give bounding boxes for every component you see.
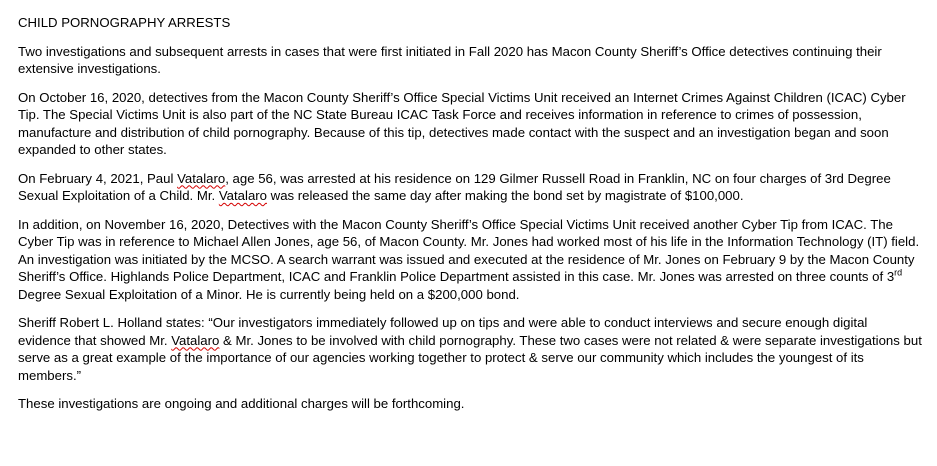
- paragraph-sheriff-quote: [18, 314, 923, 384]
- superscript: rd: [894, 267, 903, 278]
- misspelled-word[interactable]: Vatalaro: [218, 188, 267, 203]
- text-segment: Sheriff Robert L. Holland states: “Our investigators immediately followed up on tips and were able to conduct interviews and secure enough digital evidence that showed Mr.: [18, 315, 868, 348]
- paragraph-second-case: [18, 216, 923, 304]
- misspelled-word[interactable]: Vatalaro: [171, 332, 220, 348]
- document-title: CHILD PORNOGRAPHY ARRESTS: [18, 15, 231, 30]
- paragraph-closing: These investigations are ongoing and additional charges will be forthcoming.: [18, 396, 465, 411]
- text-segment: On February 4, 2021, Paul: [18, 170, 178, 186]
- paragraph-intro: Two investigations and subsequent arrests in cases that were first initiated in Fall 2020 has Macon County Sheriff’s Office detectives continuing their extensive investigations.: [18, 43, 882, 76]
- paragraph-first-case: On October 16, 2020, detectives from the Macon County Sheriff’s Office Special Victims Unit received an Internet Crimes Against Children (ICAC) Cyber Tip. The Special Victims Unit is also part of the NC State Bureau ICAC Task Force and receives information in reference to crimes of possession, manufacture and distribution of child pornography. Because of this tip, detectives made contact with the suspect and an investigation began and soon expanded to other states.: [18, 89, 906, 157]
- text-segment: In addition, on November 16, 2020, Detectives with the Macon County Sheriff’s Office Special Victims Unit received another Cyber Tip from ICAC. The Cyber Tip was in reference to Michael Allen Jones, age 56, of Macon County. Mr. Jones had worked most of his life in the Information Technology (IT) field. An investigation was initiated by the MCSO. A search warrant was issued and executed at the residence of Mr. Jones on February 9 by the Macon County Sheriff’s Office. Highlands Police Department, ICAC and Franklin Police Department assisted in this case. Mr. Jones was arrested on three counts of 3: [18, 216, 920, 284]
- text-segment: , age 56, was arrested at his residence on 129 Gilmer Russell Road in Franklin, NC on four charges of 3rd Degree Sexual Exploitation of a Child. Mr.: [18, 170, 891, 203]
- paragraph-first-arrest: [18, 170, 923, 205]
- text-segment: & Mr. Jones to be involved with child pornography. These two cases were not related & were separate investigations but serve as a great example of the importance of our agencies working together to protect & serve our community which includes the youngest of its members.”: [18, 332, 922, 383]
- misspelled-word[interactable]: Vatalaro: [177, 170, 226, 186]
- text-segment: was released the same day after making the bond set by magistrate of $100,000.: [267, 188, 744, 203]
- text-segment: Degree Sexual Exploitation of a Minor. He is currently being held on a $200,000 bond.: [18, 286, 520, 302]
- document-body: [18, 14, 923, 413]
